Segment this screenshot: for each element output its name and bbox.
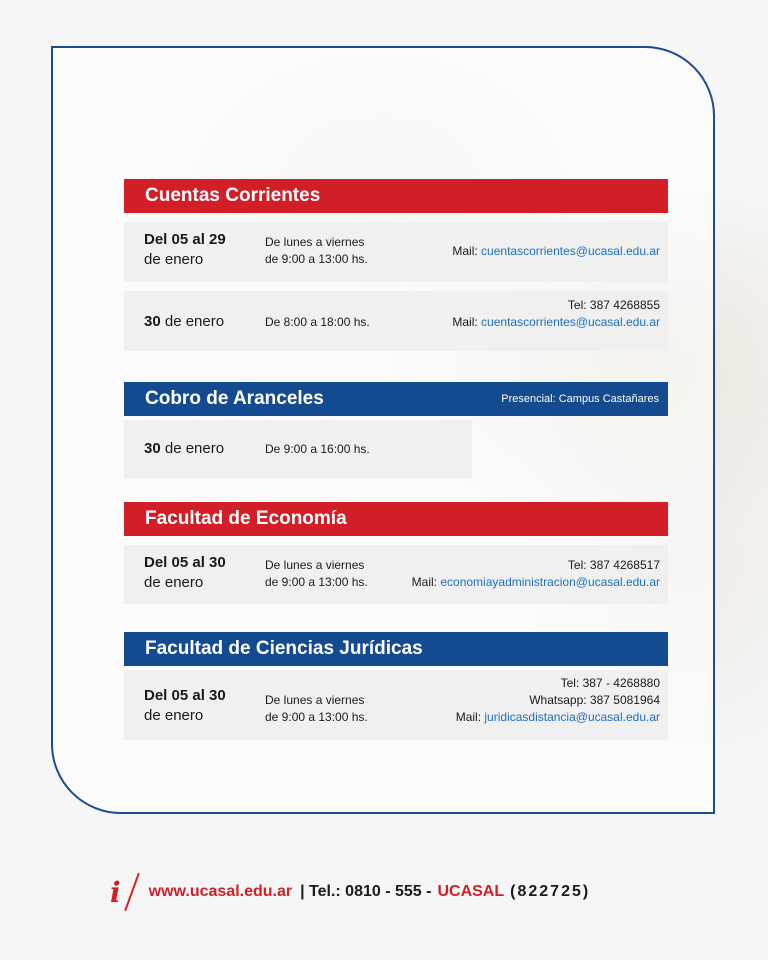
phone: Tel: 387 4268855	[567, 298, 660, 312]
date-range: 30 de enero	[144, 440, 225, 457]
hours: De lunes a viernes de 9:00 a 13:00 hs.	[265, 693, 368, 724]
contact: Tel: 387 4268517 Mail: economiayadministracion@ucasal.edu.ar	[411, 558, 660, 589]
schedule-row	[124, 222, 668, 282]
website-link[interactable]: www.ucasal.edu.ar	[148, 883, 293, 900]
schedule-row	[124, 545, 668, 604]
hours: De 8:00 a 18:00 hs.	[265, 315, 370, 329]
slash-divider	[124, 873, 140, 911]
section-header-cuentas-corrientes	[124, 179, 668, 213]
phone: Tel: 387 - 4268880	[560, 676, 660, 690]
date-range: 30 de enero	[144, 313, 225, 330]
contact: Tel: 387 4268855 Mail: cuentascorrientes@ucasal.edu.ar	[452, 298, 660, 329]
section-header-cobro-aranceles	[124, 382, 668, 416]
section-header-facultad-economia	[124, 502, 668, 536]
date-range: Del 05 al 30 de enero	[144, 687, 226, 724]
hours: De 9:00 a 16:00 hs.	[265, 442, 370, 456]
hours: De lunes a viernes de 9:00 a 13:00 hs.	[265, 558, 368, 589]
schedule-row	[124, 670, 668, 740]
date-range: Del 05 al 29 de enero	[144, 231, 226, 268]
email-link[interactable]: cuentascorrientes@ucasal.edu.ar	[481, 244, 660, 258]
schedule-row	[124, 420, 472, 478]
section-title: Facultad de Economía	[145, 508, 347, 529]
hours: De lunes a viernes de 9:00 a 13:00 hs.	[265, 235, 368, 266]
phone-prefix: | Tel.: 0810 - 555 -	[300, 883, 432, 900]
section-title: Cobro de Aranceles	[145, 388, 324, 409]
section-title: Cuentas Corrientes	[145, 185, 321, 206]
email-link[interactable]: economiayadministracion@ucasal.edu.ar	[440, 575, 660, 589]
location-note: Presencial: Campus Castañares	[501, 393, 659, 405]
schedule-row	[124, 291, 668, 351]
footer	[110, 870, 590, 914]
email-link[interactable]: juridicasdistancia@ucasal.edu.ar	[484, 710, 660, 724]
section-title: Facultad de Ciencias Jurídicas	[145, 638, 423, 659]
contact: Tel: 387 - 4268880 Whatsapp: 387 5081964 Mail: juridicasdistancia@ucasal.edu.ar	[455, 676, 660, 724]
brand-name: UCASAL	[437, 883, 505, 900]
whatsapp: Whatsapp: 387 5081964	[529, 693, 660, 707]
date-range: Del 05 al 30 de enero	[144, 554, 226, 591]
email-link[interactable]: cuentascorrientes@ucasal.edu.ar	[481, 315, 660, 329]
section-header-facultad-juridicas	[124, 632, 668, 666]
phone-number: (822725)	[510, 883, 591, 900]
contact: Mail: cuentascorrientes@ucasal.edu.ar	[452, 244, 660, 258]
info-icon: i	[110, 875, 121, 909]
phone: Tel: 387 4268517	[567, 558, 660, 572]
